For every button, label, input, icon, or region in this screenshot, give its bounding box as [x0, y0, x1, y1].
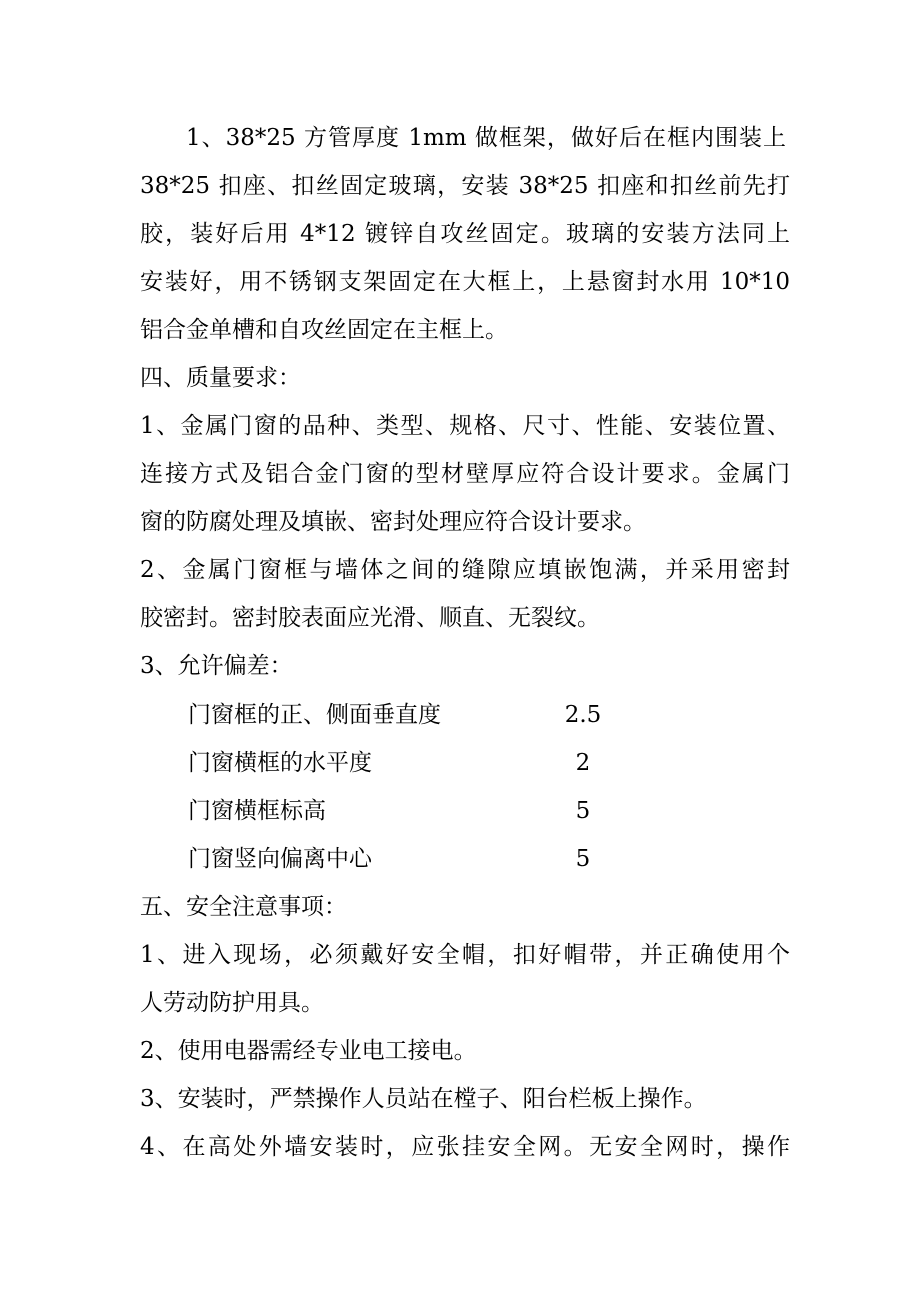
quality-item2-line-1: 2、金属门窗框与墙体之间的缝隙应填嵌饱满，并采用密封	[140, 557, 790, 583]
tolerance-label: 门窗横框标高	[188, 798, 326, 824]
install-paragraph-line-5: 铝合金单槽和自攻丝固定在主框上。	[140, 317, 508, 343]
quality-item3: 3、允许偏差：	[140, 653, 293, 679]
tolerance-row	[188, 695, 618, 735]
install-paragraph-line-4: 安装好，用不锈钢支架固定在大框上，上悬窗封水用 10*10	[140, 269, 790, 295]
tolerance-label: 门窗竖向偏离中心	[188, 846, 372, 872]
safety-item1-line-1: 1、进入现场，必须戴好安全帽，扣好帽带，并正确使用个	[140, 942, 790, 968]
tolerance-value: 5	[575, 846, 591, 872]
install-paragraph-line-3: 胶，装好后用 4*12 镀锌自攻丝固定。玻璃的安装方法同上	[140, 221, 790, 247]
quality-heading: 四、质量要求：	[140, 365, 301, 391]
safety-item3: 3、安装时，严禁操作人员站在樘子、阳台栏板上操作。	[140, 1086, 707, 1112]
quality-item1-line-1: 1、金属门窗的品种、类型、规格、尺寸、性能、安装位置、	[140, 413, 790, 439]
safety-item2: 2、使用电器需经专业电工接电。	[140, 1038, 477, 1064]
tolerance-row	[188, 743, 618, 783]
quality-item1-line-2: 连接方式及铝合金门窗的型材壁厚应符合设计要求。金属门	[140, 461, 790, 487]
quality-item2-line-2: 胶密封。密封胶表面应光滑、顺直、无裂纹。	[140, 605, 600, 631]
tolerance-row	[188, 839, 618, 879]
tolerance-label: 门窗横框的水平度	[188, 750, 372, 776]
tolerance-label: 门窗框的正、侧面垂直度	[188, 702, 441, 728]
tolerance-value: 2	[575, 750, 591, 776]
install-paragraph-line-2: 38*25 扣座、扣丝固定玻璃，安装 38*25 扣座和扣丝前先打	[140, 173, 790, 199]
safety-item1-line-2: 人劳动防护用具。	[140, 990, 324, 1016]
install-paragraph-line-1: 1、38*25 方管厚度 1mm 做框架，做好后在框内围装上	[186, 125, 786, 151]
safety-heading: 五、安全注意事项：	[140, 894, 347, 920]
tolerance-row	[188, 791, 618, 831]
quality-item1-line-3: 窗的防腐处理及填嵌、密封处理应符合设计要求。	[140, 509, 646, 535]
tolerance-value: 5	[575, 798, 591, 824]
safety-item4: 4、在高处外墙安装时，应张挂安全网。无安全网时，操作	[140, 1134, 790, 1160]
tolerance-value: 2.5	[564, 702, 602, 728]
